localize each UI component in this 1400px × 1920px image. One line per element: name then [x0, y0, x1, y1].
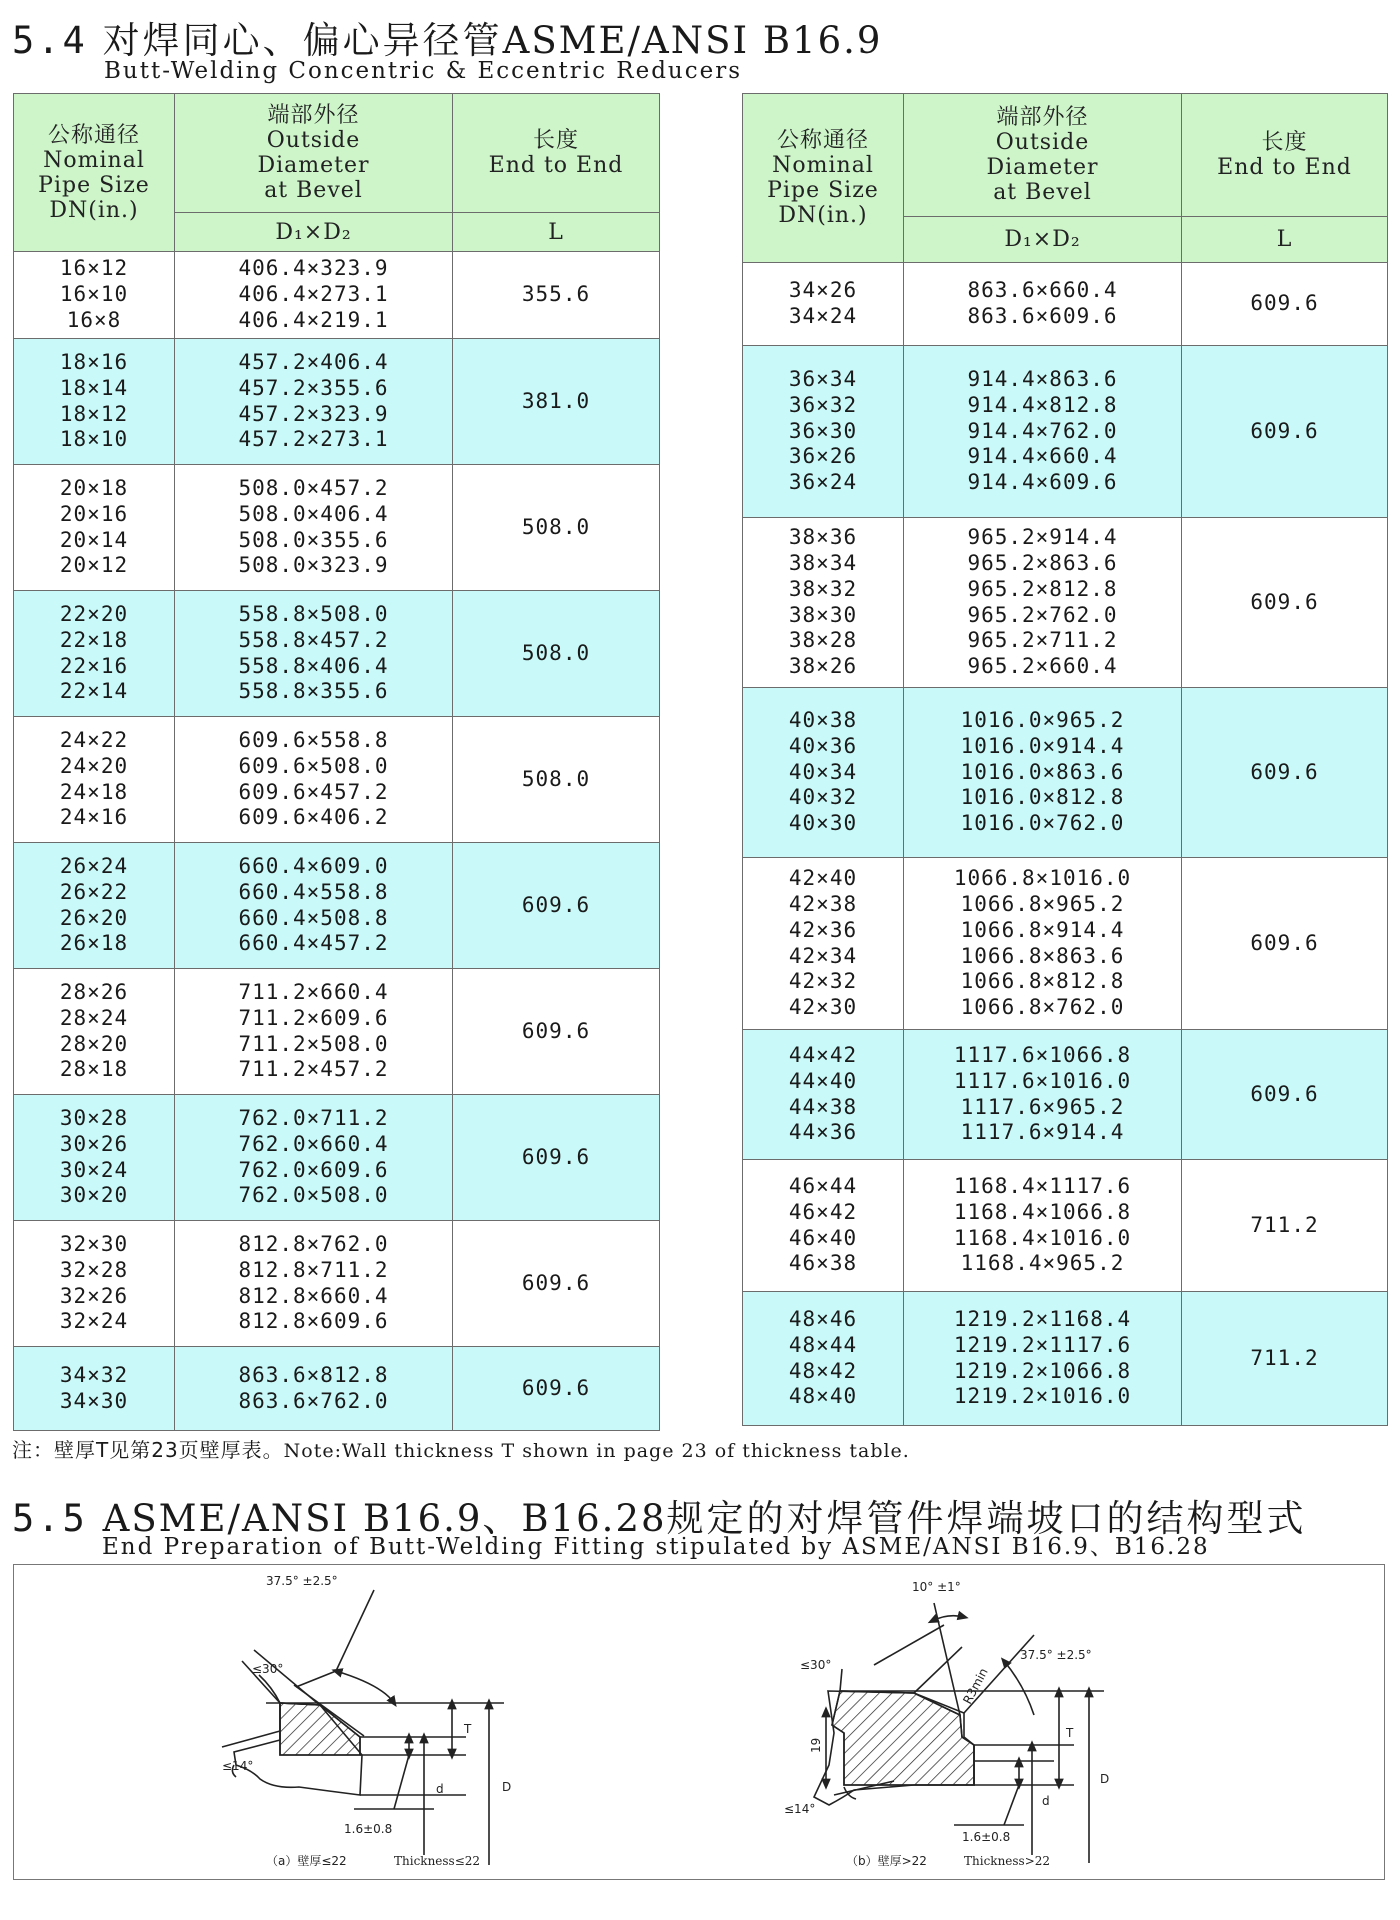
outside-diameter: 762.0×508.0 [238, 1183, 389, 1208]
nominal-size: 48×42 [788, 1358, 858, 1383]
table-row [14, 1347, 660, 1431]
nominal-size: 40×30 [788, 811, 858, 836]
length-cell: 609.6 [1182, 858, 1388, 1030]
outside-diameter: 711.2×508.0 [238, 1031, 389, 1056]
nominal-size: 36×34 [788, 367, 858, 392]
table-row [743, 858, 1388, 1030]
section-5-4-subtitle: Butt-Welding Concentric & Eccentric Reducers [104, 58, 743, 84]
nominal-size: 18×12 [59, 401, 129, 426]
table-row [14, 252, 660, 339]
nominal-size: 38×34 [788, 551, 858, 576]
title-cn: 对焊同心、偏心异径管 [102, 19, 503, 62]
nominal-size: 30×24 [59, 1157, 129, 1182]
outside-diameter-cell [904, 518, 1182, 688]
nominal-size: 42×38 [788, 892, 858, 917]
outside-diameter-cell [904, 1292, 1182, 1426]
outside-diameter: 965.2×762.0 [967, 602, 1118, 627]
outside-diameter: 457.2×355.6 [238, 375, 389, 400]
table-row [14, 717, 660, 843]
header-nominal-size: 公称通径 Nominal Pipe Size DN(in.) [14, 94, 175, 252]
nominal-size: 22×18 [59, 627, 129, 652]
nominal-size: 38×26 [788, 653, 858, 678]
outside-diameter: 1066.8×965.2 [960, 892, 1125, 917]
angle-30-label: ≤30° [800, 1658, 832, 1672]
bevel-diagrams [14, 1565, 1384, 1879]
nominal-size: 30×28 [59, 1106, 129, 1131]
outside-diameter-cell [175, 717, 453, 843]
length-cell: 609.6 [1182, 263, 1388, 346]
nominal-size: 36×26 [788, 444, 858, 469]
nominal-size: 44×42 [788, 1043, 858, 1068]
nominal-size: 24×16 [59, 805, 129, 830]
outside-diameter: 1066.8×1016.0 [953, 866, 1132, 891]
thickness-note [12, 1434, 910, 1463]
root-face-label: 1.6±0.8 [962, 1830, 1011, 1844]
section-number: 5.4 [12, 19, 88, 62]
outside-diameter: 914.4×609.6 [967, 470, 1118, 495]
nominal-size: 42×32 [788, 969, 858, 994]
outside-diameter-cell [904, 1030, 1182, 1160]
outside-diameter-cell [175, 1347, 453, 1431]
caption-a-cn: （a）壁厚≤22 [266, 1854, 347, 1868]
nominal-size-cell [743, 1292, 904, 1426]
outside-diameter: 1219.2×1066.8 [953, 1358, 1132, 1383]
outside-diameter: 558.8×406.4 [238, 653, 389, 678]
outside-diameter: 863.6×762.0 [238, 1388, 389, 1413]
header-outside-diameter: 端部外径 Outside Diameter at Bevel [904, 94, 1182, 217]
outside-diameter: 457.2×323.9 [238, 401, 389, 426]
nominal-size-cell [743, 688, 904, 858]
outside-diameter-cell [175, 339, 453, 465]
outside-diameter-cell [904, 688, 1182, 858]
nominal-size: 24×18 [59, 779, 129, 804]
outside-diameter: 609.6×406.2 [238, 805, 389, 830]
outside-diameter: 406.4×219.1 [238, 307, 389, 332]
outside-diameter-cell [175, 252, 453, 339]
outside-diameter: 558.8×508.0 [238, 602, 389, 627]
nominal-size: 46×38 [788, 1251, 858, 1276]
nominal-size-cell [14, 339, 175, 465]
reducer-table-left [13, 93, 660, 1431]
outside-diameter: 914.4×762.0 [967, 418, 1118, 443]
header-d1xd2: D₁×D₂ [175, 213, 453, 252]
nominal-size: 42×40 [788, 866, 858, 891]
nominal-size: 46×42 [788, 1199, 858, 1224]
bevel-diagram-box [13, 1564, 1385, 1880]
note-cn: 注：壁厚T见第23页壁厚表。 [12, 1438, 284, 1462]
nominal-size: 48×46 [788, 1307, 858, 1332]
angle-14-label: ≤14° [784, 1802, 816, 1816]
title-standard: ASME/ANSI B16.9 [502, 19, 883, 62]
table-row [14, 969, 660, 1095]
outside-diameter: 1219.2×1168.4 [953, 1307, 1132, 1332]
caption-a-en: Thickness≤22 [394, 1854, 481, 1868]
outside-diameter: 1219.2×1117.6 [953, 1332, 1132, 1357]
table-row [743, 1160, 1388, 1292]
reducer-table-right [742, 93, 1388, 1426]
outside-diameter: 1168.4×1016.0 [953, 1225, 1132, 1250]
outside-diameter: 711.2×609.6 [238, 1005, 389, 1030]
section-5-5-subtitle: End Preparation of Butt-Welding Fitting stipulated by ASME/ANSI B16.9、B16.28 [102, 1534, 1210, 1560]
caption-b-cn: （b）壁厚>22 [846, 1854, 927, 1868]
nominal-size: 20×18 [59, 476, 129, 501]
nominal-size-cell [14, 1221, 175, 1347]
nominal-size-cell [14, 843, 175, 969]
nominal-size: 26×24 [59, 854, 129, 879]
outside-diameter-cell [904, 1160, 1182, 1292]
nominal-size: 16×12 [59, 256, 129, 281]
length-cell: 609.6 [1182, 518, 1388, 688]
outside-diameter: 1117.6×1066.8 [953, 1043, 1132, 1068]
nominal-size: 38×32 [788, 576, 858, 601]
outside-diameter: 660.4×558.8 [238, 879, 389, 904]
nominal-size: 24×22 [59, 728, 129, 753]
outside-diameter: 965.2×914.4 [967, 525, 1118, 550]
nominal-size: 36×30 [788, 418, 858, 443]
nominal-size: 24×20 [59, 753, 129, 778]
outside-diameter: 558.8×457.2 [238, 627, 389, 652]
nominal-size-cell [14, 717, 175, 843]
table-row [743, 1030, 1388, 1160]
outside-diameter: 609.6×457.2 [238, 779, 389, 804]
nominal-size: 16×8 [66, 307, 122, 332]
outside-diameter-cell [175, 465, 453, 591]
nominal-size: 40×36 [788, 733, 858, 758]
nominal-size-cell [14, 591, 175, 717]
length-cell: 609.6 [453, 1347, 660, 1431]
outside-diameter: 1016.0×965.2 [960, 708, 1125, 733]
nominal-size: 36×24 [788, 470, 858, 495]
nominal-size: 28×18 [59, 1057, 129, 1082]
outside-diameter: 1066.8×812.8 [960, 969, 1125, 994]
note-en: Note:Wall thickness T shown in page 23 of thickness table. [283, 1440, 910, 1462]
outside-diameter: 711.2×457.2 [238, 1057, 389, 1082]
nominal-size: 38×30 [788, 602, 858, 627]
nominal-size: 42×30 [788, 994, 858, 1019]
outside-diameter-cell [175, 969, 453, 1095]
nominal-size: 18×14 [59, 375, 129, 400]
nominal-size: 26×18 [59, 931, 129, 956]
nominal-size: 32×30 [59, 1232, 129, 1257]
nominal-size: 32×26 [59, 1283, 129, 1308]
outside-diameter: 406.4×273.1 [238, 282, 389, 307]
outside-diameter: 1117.6×1016.0 [953, 1068, 1132, 1093]
d-inner-label: d [1042, 1794, 1050, 1808]
nominal-size: 32×28 [59, 1257, 129, 1282]
outside-diameter: 457.2×406.4 [238, 350, 389, 375]
outside-diameter-cell [904, 346, 1182, 518]
diagram-b [814, 1603, 1104, 1863]
outside-diameter: 1219.2×1016.0 [953, 1384, 1132, 1409]
nominal-size: 42×34 [788, 943, 858, 968]
table-row [14, 843, 660, 969]
nominal-size: 30×20 [59, 1183, 129, 1208]
radius-label: R3min [960, 1665, 991, 1707]
nominal-size-cell [743, 1030, 904, 1160]
outside-diameter: 1016.0×914.4 [960, 733, 1125, 758]
table-row [14, 591, 660, 717]
nominal-size: 28×24 [59, 1005, 129, 1030]
nominal-size-cell [743, 263, 904, 346]
outside-diameter: 609.6×558.8 [238, 728, 389, 753]
table-row [743, 263, 1388, 346]
outside-diameter: 1168.4×1066.8 [953, 1199, 1132, 1224]
nominal-size: 40×32 [788, 785, 858, 810]
outside-diameter: 1016.0×762.0 [960, 811, 1125, 836]
header-length: 长度 End to End [1182, 94, 1388, 217]
d-inner-label: d [436, 1782, 444, 1796]
root-face-label: 1.6±0.8 [344, 1822, 393, 1836]
outside-diameter-cell [175, 1095, 453, 1221]
nominal-size: 30×26 [59, 1131, 129, 1156]
outside-diameter: 863.6×660.4 [967, 278, 1118, 303]
outside-diameter: 1168.4×965.2 [960, 1251, 1125, 1276]
outside-diameter: 863.6×609.6 [967, 304, 1118, 328]
outside-diameter: 812.8×762.0 [238, 1232, 389, 1257]
outside-diameter: 965.2×660.4 [967, 653, 1118, 678]
outside-diameter: 914.4×863.6 [967, 367, 1118, 392]
outside-diameter: 660.4×609.0 [238, 854, 389, 879]
outside-diameter: 812.8×660.4 [238, 1283, 389, 1308]
header-nominal-size: 公称通径 Nominal Pipe Size DN(in.) [743, 94, 904, 263]
nominal-size-cell [743, 1160, 904, 1292]
caption-b-en: Thickness>22 [964, 1854, 1051, 1868]
table-row [14, 1095, 660, 1221]
table-row [743, 1292, 1388, 1426]
outside-diameter: 660.4×457.2 [238, 931, 389, 956]
d-outer-label: D [502, 1780, 512, 1794]
length-cell: 609.6 [1182, 346, 1388, 518]
outside-diameter: 406.4×323.9 [238, 256, 389, 281]
dim-19-label: 19 [809, 1737, 823, 1753]
t-label: T [1066, 1726, 1074, 1740]
nominal-size: 20×12 [59, 553, 129, 578]
outside-diameter: 1016.0×812.8 [960, 785, 1125, 810]
outside-diameter: 965.2×812.8 [967, 576, 1118, 601]
table-row [743, 688, 1388, 858]
outside-diameter-cell [904, 263, 1182, 346]
angle-14-label: ≤14° [222, 1759, 254, 1773]
nominal-size-cell [14, 1095, 175, 1221]
nominal-size: 38×36 [788, 525, 858, 550]
nominal-size: 36×32 [788, 392, 858, 417]
nominal-size: 28×20 [59, 1031, 129, 1056]
outside-diameter: 762.0×711.2 [238, 1106, 389, 1131]
nominal-size: 22×20 [59, 602, 129, 627]
nominal-size: 20×14 [59, 527, 129, 552]
diagram-a-labels [222, 1574, 511, 1868]
table-row [743, 346, 1388, 518]
outside-diameter: 914.4×812.8 [967, 392, 1118, 417]
nominal-size-cell [14, 1347, 175, 1431]
length-cell: 508.0 [453, 591, 660, 717]
table-row [743, 518, 1388, 688]
outside-diameter: 863.6×812.8 [238, 1362, 389, 1387]
title-standard: ASME/ANSI B16.9、B16.28 [102, 1497, 667, 1540]
nominal-size: 40×38 [788, 708, 858, 733]
nominal-size-cell [14, 969, 175, 1095]
length-cell: 711.2 [1182, 1160, 1388, 1292]
nominal-size: 26×22 [59, 879, 129, 904]
header-l: L [453, 213, 660, 252]
section-number: 5.5 [12, 1497, 88, 1540]
nominal-size: 32×24 [59, 1309, 129, 1334]
nominal-size: 34×24 [788, 304, 858, 328]
nominal-size: 22×16 [59, 653, 129, 678]
length-cell: 609.6 [1182, 688, 1388, 858]
angle-bevel-label: 37.5° ±2.5° [1020, 1648, 1092, 1662]
nominal-size: 34×30 [59, 1388, 129, 1413]
nominal-size: 40×34 [788, 759, 858, 784]
length-cell: 381.0 [453, 339, 660, 465]
outside-diameter: 609.6×508.0 [238, 753, 389, 778]
outside-diameter: 1168.4×1117.6 [953, 1174, 1132, 1199]
angle-top-label: 10° ±1° [912, 1580, 961, 1594]
nominal-size: 42×36 [788, 917, 858, 942]
outside-diameter: 457.2×273.1 [238, 427, 389, 452]
nominal-size: 34×32 [59, 1362, 129, 1387]
length-cell: 508.0 [453, 465, 660, 591]
nominal-size: 18×16 [59, 350, 129, 375]
t-label: T [464, 1722, 472, 1736]
section-5-4-title [12, 10, 882, 64]
outside-diameter: 1117.6×914.4 [960, 1120, 1125, 1145]
length-cell: 609.6 [1182, 1030, 1388, 1160]
outside-diameter: 711.2×660.4 [238, 980, 389, 1005]
nominal-size: 16×10 [59, 282, 129, 307]
nominal-size-cell [743, 518, 904, 688]
nominal-size-cell [743, 346, 904, 518]
nominal-size: 48×40 [788, 1384, 858, 1409]
nominal-size: 26×20 [59, 905, 129, 930]
table-row [14, 1221, 660, 1347]
nominal-size-cell [14, 252, 175, 339]
length-cell: 609.6 [453, 969, 660, 1095]
length-cell: 355.6 [453, 252, 660, 339]
d-outer-label: D [1100, 1772, 1110, 1786]
outside-diameter: 508.0×323.9 [238, 553, 389, 578]
outside-diameter: 660.4×508.8 [238, 905, 389, 930]
nominal-size: 46×44 [788, 1174, 858, 1199]
header-l: L [1182, 217, 1388, 263]
outside-diameter: 508.0×406.4 [238, 501, 389, 526]
outside-diameter: 1016.0×863.6 [960, 759, 1125, 784]
header-d1xd2: D₁×D₂ [904, 217, 1182, 263]
nominal-size: 22×14 [59, 679, 129, 704]
nominal-size: 28×26 [59, 980, 129, 1005]
outside-diameter: 965.2×711.2 [967, 628, 1118, 653]
nominal-size: 44×40 [788, 1068, 858, 1093]
nominal-size: 18×10 [59, 427, 129, 452]
outside-diameter: 762.0×660.4 [238, 1131, 389, 1156]
table-row [14, 339, 660, 465]
table-row [14, 465, 660, 591]
outside-diameter-cell [904, 858, 1182, 1030]
outside-diameter: 1066.8×762.0 [960, 994, 1125, 1019]
length-cell: 609.6 [453, 843, 660, 969]
outside-diameter: 762.0×609.6 [238, 1157, 389, 1182]
nominal-size-cell [14, 465, 175, 591]
nominal-size-cell [743, 858, 904, 1030]
outside-diameter-cell [175, 843, 453, 969]
length-cell: 609.6 [453, 1095, 660, 1221]
header-length: 长度 End to End [453, 94, 660, 213]
header-outside-diameter: 端部外径 Outside Diameter at Bevel [175, 94, 453, 213]
outside-diameter: 558.8×355.6 [238, 679, 389, 704]
nominal-size: 48×44 [788, 1332, 858, 1357]
outside-diameter: 965.2×863.6 [967, 551, 1118, 576]
outside-diameter: 914.4×660.4 [967, 444, 1118, 469]
nominal-size: 44×36 [788, 1120, 858, 1145]
angle-30-label: ≤30° [252, 1662, 284, 1676]
nominal-size: 20×16 [59, 501, 129, 526]
angle-bevel-label: 37.5° ±2.5° [266, 1574, 338, 1588]
outside-diameter: 812.8×711.2 [238, 1257, 389, 1282]
outside-diameter: 1117.6×965.2 [960, 1094, 1125, 1119]
nominal-size: 34×26 [788, 278, 858, 303]
outside-diameter: 812.8×609.6 [238, 1309, 389, 1334]
nominal-size: 44×38 [788, 1094, 858, 1119]
nominal-size: 38×28 [788, 628, 858, 653]
length-cell: 609.6 [453, 1221, 660, 1347]
nominal-size: 46×40 [788, 1225, 858, 1250]
outside-diameter: 1066.8×914.4 [960, 917, 1125, 942]
outside-diameter-cell [175, 591, 453, 717]
outside-diameter: 508.0×355.6 [238, 527, 389, 552]
title-cn: 规定的对焊管件焊端坡口的结构型式 [666, 1497, 1307, 1540]
length-cell: 711.2 [1182, 1292, 1388, 1426]
outside-diameter: 508.0×457.2 [238, 476, 389, 501]
outside-diameter: 1066.8×863.6 [960, 943, 1125, 968]
length-cell: 508.0 [453, 717, 660, 843]
outside-diameter-cell [175, 1221, 453, 1347]
